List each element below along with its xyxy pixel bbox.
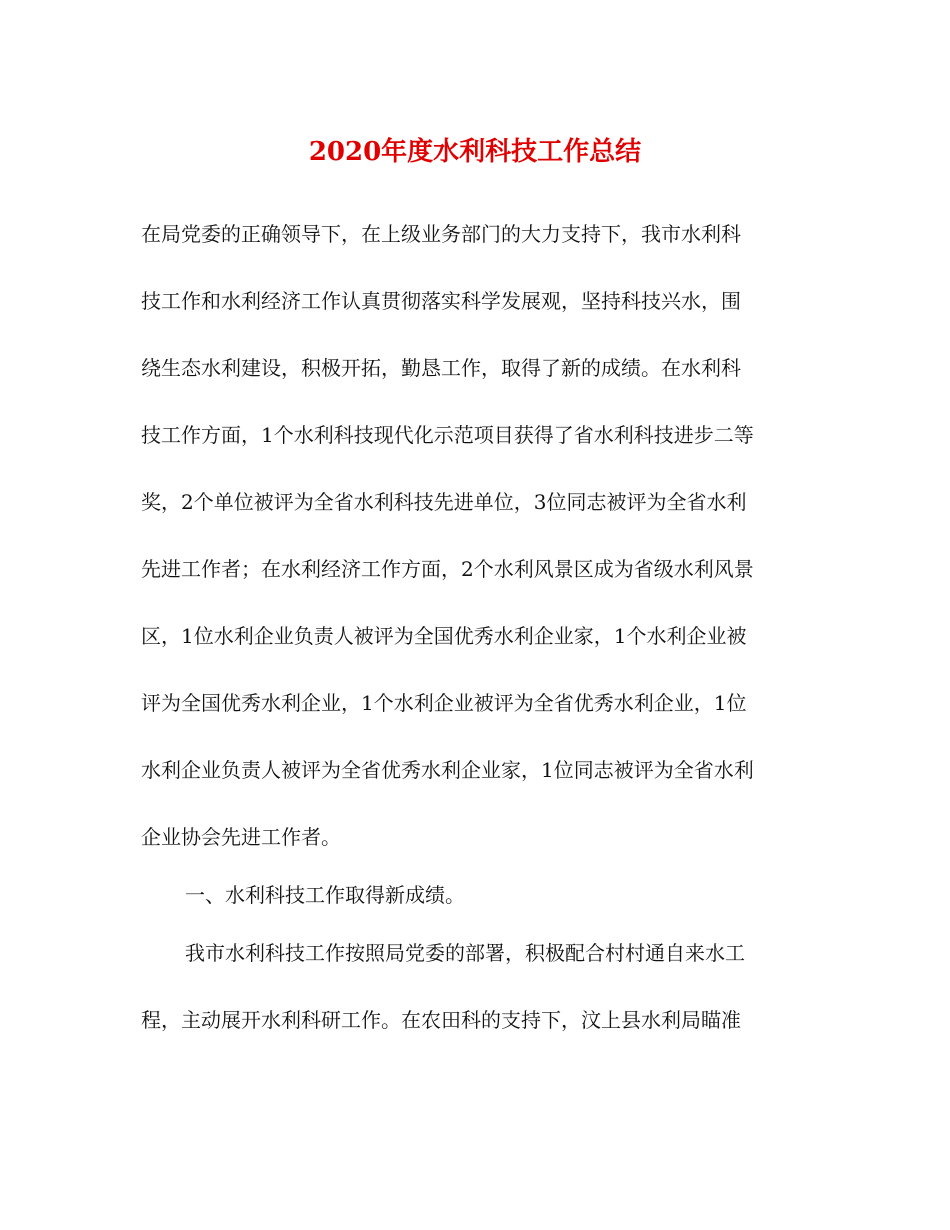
body-line: 水利企业负责人被评为全省优秀水利企业家，1位同志被评为全省水利 — [141, 758, 754, 782]
body-line: 奖，2个单位被评为全省水利科技先进单位，3位同志被评为全省水利 — [141, 490, 747, 514]
document-body — [141, 214, 817, 1067]
body-line: 程，主动展开水利科研工作。在农田科的支持下，汶上县水利局瞄准 — [141, 1008, 741, 1032]
body-line: 先进工作者；在水利经济工作方面，2个水利风景区成为省级水利风景 — [141, 557, 754, 581]
body-line: 评为全国优秀水利企业，1个水利企业被评为全省优秀水利企业，1位 — [141, 691, 747, 715]
section-heading: 一、水利科技工作取得新成绩。 — [185, 883, 465, 907]
body-line: 技工作和水利经济工作认真贯彻落实科学发展观，坚持科技兴水，围 — [141, 289, 741, 313]
document-title: 2020年度水利科技工作总结 — [308, 137, 642, 167]
body-line: 区，1位水利企业负责人被评为全国优秀水利企业家，1个水利企业被 — [141, 624, 747, 648]
body-line: 企业协会先进工作者。 — [141, 825, 341, 849]
paragraph-first-line: 我市水利科技工作按照局党委的部署，积极配合村村通自来水工 — [185, 941, 745, 965]
body-line: 绕生态水利建设，积极开拓，勤恳工作，取得了新的成绩。在水利科 — [141, 356, 741, 380]
body-line: 在局党委的正确领导下，在上级业务部门的大力支持下，我市水利科 — [141, 222, 741, 246]
body-line: 技工作方面，1个水利科技现代化示范项目获得了省水利科技进步二等 — [141, 423, 754, 447]
